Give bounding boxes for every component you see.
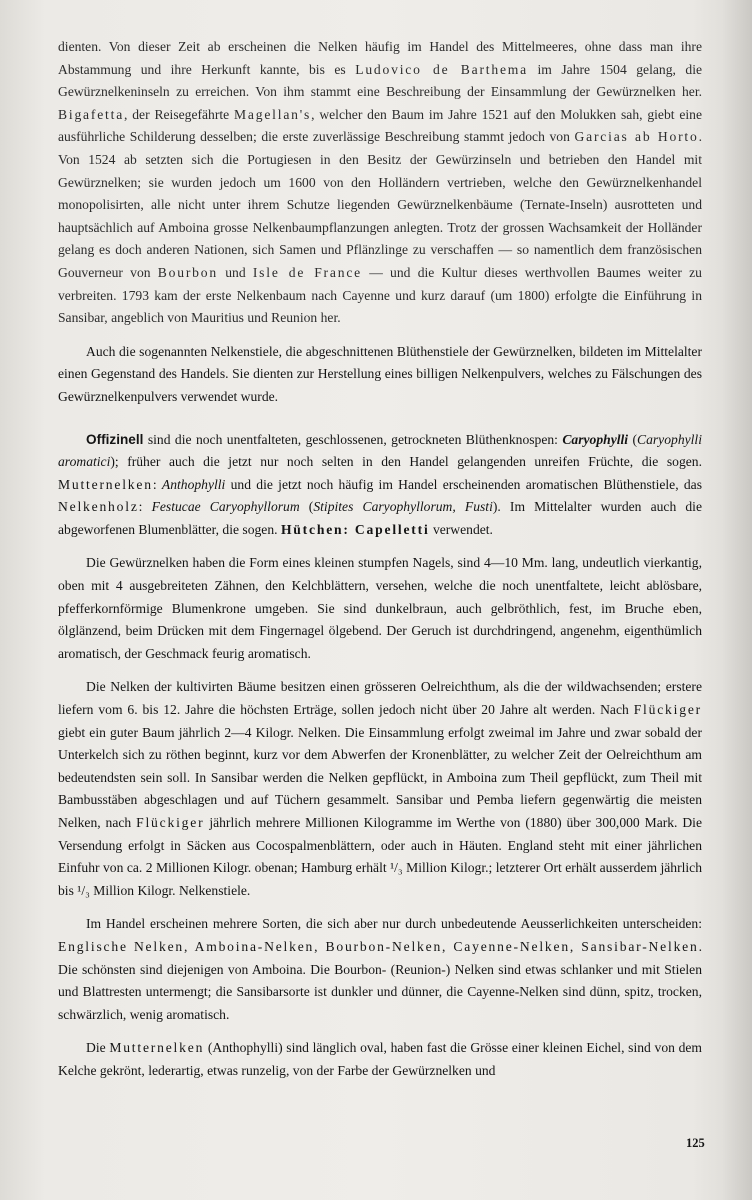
person-name: Garcias ab Horto	[574, 129, 699, 145]
officinal-heading: Offizinell	[86, 431, 144, 447]
person-name: Ludovico de Barthema	[355, 61, 529, 77]
body-text	[58, 36, 702, 1083]
paragraph-description: Die Gewürznelken haben die Form eines kleinen stumpfen Nagels, sind 4—10 Mm. lang, undeutlich vierkantig, oben mit 4 ausgebreiteten Zähnen, den Kelchblättern, versehen, welche die noch unentfaltete, leicht ablösbare, pfefferkornförmige Blumenkrone umgeben. Sie sind dunkelbraun, auch gelbröthlich, fest, im Bruche eben, ölglänzend, beim Drücken mit dem Fingernagel ölgebend. Der Geruch ist durchdringend, angenehm, eigenthümlich aromatisch, der Geschmack feurig aromatisch.	[58, 555, 702, 661]
paragraph-officinal: Offizinell sind die noch unentfalteten, geschlossenen, getrockneten Blüthenknospen: Caryophylli (Caryophylli aromatici); früher auch die jetzt nur noch selten in den Handel gelangenden unreifen Früchte, die sogen. Mutternelken: Anthophylli und die jetzt noch häufig im Handel erscheinenden aromatischen Blüthenstiele, das Nelkenholz: Festucae Caryophyllorum (Stipites Caryophyllorum, Fusti). Im Mittelalter wurden auch die abgeworfenen Blumenblätter, die sogen. Hütchen: Capelletti verwendet.	[58, 431, 702, 537]
page-number: 125	[686, 1136, 705, 1150]
place-name: Bourbon	[157, 264, 218, 280]
place-name: Isle de France	[252, 264, 362, 280]
sort-names: Englische Nelken, Amboina-Nelken, Bourbon-Nelken, Cayenne-Nelken, Sansibar-Nelken	[58, 938, 699, 954]
paragraph-mother-cloves: Die Mutternelken (Anthophylli) sind länglich oval, haben fast die Grösse einer kleinen Eichel, sind von dem Kelche gekrönt, lederartig, etwas runzelig, von der Farbe der Gewürznelken und	[58, 1040, 703, 1078]
person-name: Magellan's	[234, 106, 312, 122]
person-name: Flückiger	[136, 815, 205, 830]
paragraph-cultivation: Die Nelken der kultivirten Bäume besitzen einen grösseren Oelreichthum, als die der wildwachsenden; erstere liefern vom 6. bis 12. Jahre die höchsten Erträge, sollen jedoch nicht über 20 Jahre alt werden. Nach Flückiger giebt ein guter Baum jährlich 2—4 Kilogr. Nelken. Die Einsammlung erfolgt zweimal im Jahre und zwar sobald der Unterkelch sich zu röthen beginnt, kurz vor dem Abwerfen der Kronenblätter, zu welcher Zeit der Oelreichthum am bedeutendsten sein soll. In Sansibar werden die Nelken gepflückt, in Amboina zum Theil gepflückt, zum Theil mit Bambusstäben abgeschlagen und auf Tüchern gesammelt. Sansibar und Pemba liefern gegenwärtig die meisten Nelken, nach Flückiger jährlich mehrere Millionen Kilogramme im Werthe von (1880) über 300,000 Mark. Die Versendung erfolgt in Säcken aus Cocospalmenblättern, oder auch in Häuten. England steht mit einer jährlichen Einfuhr von ca. 2 Millionen Kilogr. obenan; Hamburg erhält ¹/₃ Million Kilogr.; letzterer Ort erhält ausserdem jährlich bis ¹/₃ Million Kilogr. Nelkenstiele.	[58, 679, 702, 898]
person-name: Flückiger	[633, 702, 702, 718]
paragraph-trade-sorts: Im Handel erscheinen mehrere Sorten, die sich aber nur durch unbedeutende Aeusserlichkeiten unterscheiden: Englische Nelken, Amboina-Nelken, Bourbon-Nelken, Cayenne-Nelken, Sansibar-Nelken. Die schönsten sind diejenigen von Amboina. Die Bourbon- (Reunion-) Nelken sind etwas schlanker und mit Stielen und Blattresten untermengt; die Sansibarsorte ist dunkler und dünner, die Cayenne-Nelken sind dünn, spitz, trocken, schwärzlich, wenig aromatisch.	[58, 916, 702, 1022]
paragraph-history: dienten. Von dieser Zeit ab erscheinen die Nelken häufig im Handel des Mittelmeeres, ohne dass man ihre Abstammung und ihre Herkunft kannte, bis es Ludovico de Barthema im Jahre 1504 gelang, die Gewürznelkeninseln zu erreichen. Von ihm stammt eine Beschreibung der Einsammlung der Gewürznelken her. Bigafetta, der Reisegefährte Magellan's, welcher den Baum im Jahre 1521 auf den Molukken sah, giebt eine ausführliche Schilderung desselben; die erste zuverlässige Beschreibung stammt jedoch von Garcias ab Horto. Von 1524 ab setzten sich die Portugiesen in den Besitz der Gewürzinseln und betrieben den Handel mit Gewürznelken; sie wurden jedoch um 1600 von den Holländern vertrieben, welche den Gewürznelkenhandel monopolisirten, alle nicht unter ihrem Schutze liegenden Gewürznelkenbäume (Ternate-Inseln) ausrotteten und hauptsächlich auf Amboina grosse Nelkenbaumpflanzungen anlegten. Trotz der grossen Wachsamkeit der Holländer gelang es doch anderen Nationen, sich Samen und Pflänzlinge zu verschaffen — so namentlich dem französischen Gouverneur von Bourbon und Isle de France — und die Kultur dieses werthvollen Baumes weiter zu verbreiten. 1793 kam der erste Nelkenbaum nach Cayenne und kurz darauf (um 1800) erfolgte die Einführung in Sansibar, angeblich von Mauritius und Reunion her.	[58, 39, 703, 326]
paragraph-clove-stems: Auch die sogenannten Nelkenstiele, die abgeschnittenen Blüthenstiele der Gewürznelken, bildeten im Mittelalter einen Gegenstand des Handels. Sie dienten zur Herstellung eines billigen Nelkenpulvers, welches zu Fälschungen des Gewürznelkenpulvers verwendet wurde.	[58, 343, 702, 404]
scan-edge-shadow	[722, 0, 752, 1200]
person-name: Bigafetta	[58, 106, 125, 122]
